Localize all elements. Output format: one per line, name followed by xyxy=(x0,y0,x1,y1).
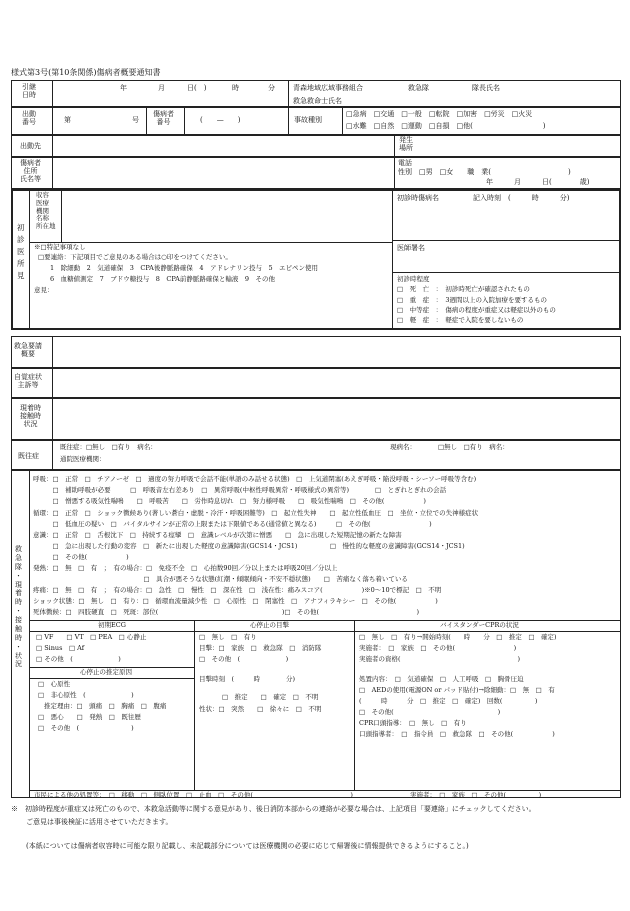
shutsudo-label: 出動 番号 xyxy=(22,110,36,127)
arrest-cause-title: 心停止の推定原因 xyxy=(80,668,132,676)
row-shutsudosaki xyxy=(11,135,621,157)
row-jikaku xyxy=(11,368,621,398)
ecg-row-3: □ その他 ( ) xyxy=(36,655,121,663)
witness-estimate: □ 推定 □ 確定 □ 不明 xyxy=(222,693,319,701)
genbyou-line: □無し □有り 病名： xyxy=(438,443,509,451)
arrest-cause-row-3: □ 悪心 □ 発熱 □ 既往歴 xyxy=(38,713,141,721)
severity-mild: □ 軽 症 ： 軽症で入院を要しないもの xyxy=(397,316,524,324)
vital-line-11: ショック状態：□ 無し □ 有り：□ 循環血流量減少性 □ 心原性 □ 閉塞性 □ アナフィラキシー □ その他( ) xyxy=(33,597,438,605)
vital-line-0: 呼吸：□ 正常 □ チアノーゼ □ 過度の努力呼吸で会話不能(単語のみ話せる状態) □ 上気道閉塞(あえぎ呼吸・陥没呼吸・シーソー呼吸等含む) xyxy=(33,475,477,483)
bystander-row-2: 実施者の資格( ) xyxy=(359,655,521,663)
yousei-label: 救急要請 概要 xyxy=(14,342,42,359)
bystander-row-6: ( 時 分 □ 推定 □ 確定) 回数( ) xyxy=(359,697,538,705)
status-none: ※□特記事項なし xyxy=(34,243,86,251)
severity-death: □ 死 亡 ： 初診時死亡が確認されたもの xyxy=(397,285,530,293)
bystander-row-8: CPR口頭指導： □ 無し □ 有り xyxy=(359,719,467,727)
minute-label: 分 xyxy=(268,84,275,92)
kyukyutai-label: 救急隊 xyxy=(408,84,429,92)
arrest-cause-row-1: □ 非心原性 ( ) xyxy=(38,691,134,699)
footnote-1: ※ 初診時程度が重症又は死亡のもので、本救急活動等に関する意見があり、後日消防本部からの連絡が必要な場合は、上記項目「要連絡」にチェックしてください。 xyxy=(11,805,536,813)
footnote-3: (本紙については傷病者収容時に可能な限り記載し、未記載部分については医療機関の必要に応じて帰署後に情報提供できるようにすること。) xyxy=(26,842,469,850)
accident-type-label: 事故種別 xyxy=(294,116,322,124)
severity-severe: □ 重 症 ： 3週間以上の入院加療を要するもの xyxy=(397,296,548,304)
vital-line-5: 意識：□ 正常 □ 舌根沈下 □ 持続する痙攣 □ 意識レベルが次第に憎悪 □ 急に出現した短期記憶の新たな障害 xyxy=(33,531,402,539)
citizen-actor: 実施者： □ 家族 □ その他( ) xyxy=(410,791,542,799)
kiouhou-line1: 既往症：□無し □有り 病名： xyxy=(60,443,157,451)
arrest-cause-row-0: □ 心原性 xyxy=(38,680,71,688)
vital-line-1: □ 補助呼吸が必要 □ 呼吸音左右差あり □ 異常呼吸(中枢性呼吸異常・呼吸様式の異常等) □ とぎれとぎれの会話 xyxy=(33,486,447,494)
birth-date: 年 月 日( 歳) xyxy=(486,178,590,186)
arrest-cause-row-2: 推定理由：□ 頭痛 □ 胸痛 □ 腹痛 xyxy=(44,702,167,710)
witness-title: 心停止の目撃 xyxy=(250,621,289,629)
form-title: 様式第3号(第10条関係)傷病者概要通知書 xyxy=(11,68,161,77)
kiouhou-hospital: 通院医療機関： xyxy=(60,455,106,463)
vital-line-8: 発熱：□ 無 □ 有 ； 有の場合：□ 免疫不全 □ 心拍数90回／分以上または呼吸20回／分以上 xyxy=(33,564,338,572)
hour-label: 時 xyxy=(232,84,239,92)
org-name: 青森地域広域事務組合 xyxy=(293,84,363,92)
kyukyushi-label: 救急救命士氏名 xyxy=(293,97,342,105)
taichou-label: 隊長氏名 xyxy=(472,84,500,92)
record-time: 記入時刻 ( 時 分) xyxy=(473,194,570,202)
vital-line-10: 疼痛：□ 無 □ 有 ； 有の場合：□ 急性 □ 慢性 □ 深在性 □ 浅在性：痛みスコア( )※0～10で標記 □ 不明 xyxy=(33,586,442,594)
day-label: 日( ) xyxy=(187,84,207,92)
witness-row-2: 目撃：□ 家族 □ 救急隊 □ 消防隊 xyxy=(199,644,322,652)
status-items-2: 6 血糖値測定 7 ブドウ糖投与 8 CPA前静脈路確保と輸液 9 その他 xyxy=(50,275,275,283)
tel-label: 電話 xyxy=(398,159,412,167)
severity-title: 初診時程度 xyxy=(397,275,430,283)
vitals-side-label: 救 急 隊 ・ 現 着 時 ・ 接 触 時 ・ 状 況 xyxy=(15,545,22,669)
patient-no-value: ( — ) xyxy=(200,116,241,124)
witness-nature: 性状：□ 突然 □ 徐々に □ 不明 xyxy=(199,705,322,713)
kiouhou-label: 既往症 xyxy=(18,452,39,460)
vital-line-12: 死体徴候：□ 四肢硬直 □ 死斑：部位( )□ その他( ) xyxy=(33,608,420,616)
vital-line-7: □ その他( ) xyxy=(33,553,129,561)
bystander-row-1: 実施者： □ 家族 □ その他( ) xyxy=(359,644,517,652)
row-yousei xyxy=(11,336,621,368)
shutsudosaki-label: 出動先 xyxy=(20,142,41,150)
bystander-row-4: 処置内容： □ 気道確保 □ 人工呼吸 □ 胸骨圧迫 xyxy=(359,675,524,683)
first-diagnosis-label: 初診時傷病名 xyxy=(397,194,439,202)
bystander-title: バイスタンダーCPRの状況 xyxy=(440,621,519,629)
bystander-row-0: □ 無し □ 有り→開始時刻( 時 分 □ 推定 □ 確定) xyxy=(359,633,557,641)
hospital-label: 収容 医療 機関 名称 所在地 xyxy=(36,191,56,231)
ecg-row-1: □ VF □ VT □ PEA □ 心静止 xyxy=(36,633,147,641)
vital-line-4: □ 低血圧の疑い □ バイタルサインが正常の上限または下限値である(通常値と異なる) □ その他( ) xyxy=(33,520,432,528)
doctor-sign-label: 医師署名 xyxy=(397,244,425,252)
gou-label: 号 xyxy=(132,116,139,124)
hassei-label: 発生 場所 xyxy=(399,136,413,153)
dai-label: 第 xyxy=(64,116,71,124)
bystander-row-9: 口頭指導者： □ 指令員 □ 救急隊 □ その他( ) xyxy=(359,730,555,738)
row-genchaku xyxy=(11,398,621,440)
hikitsugi-label: 引継 日時 xyxy=(22,83,36,100)
shoshin-side-label: 初 診 医 所 見 xyxy=(17,223,25,280)
genbyou-label: 現病名： xyxy=(390,443,416,451)
patient-label: 傷病者 住所 氏名等 xyxy=(20,159,41,184)
arrest-cause-row-4: □ その他 ( ) xyxy=(38,724,134,732)
witness-row-1: □ 無し □ 有り xyxy=(199,633,257,641)
accident-types-row2: □水難 □自然 □運動 □自損 □他( ) xyxy=(346,122,546,130)
witness-time: 目撃時刻 ( 時 分) xyxy=(199,675,296,683)
citizen-actions: 市民による他の処置等： □ 移動 □ 側臥位置 □ 止血 □ その他( ) xyxy=(34,791,353,799)
ecg-title: 初期ECG xyxy=(98,621,126,629)
severity-moderate: □ 中等症 ： 傷病の程度が重症又は軽症以外のもの xyxy=(397,306,556,314)
witness-row-3: □ その他 ( ) xyxy=(199,655,289,663)
status-contact: □要連絡：下記項目でご意見のある場合は○印をつけてください。 xyxy=(38,253,232,261)
year-label: 年 xyxy=(120,84,127,92)
jikaku-label: 自覚症状 主訴等 xyxy=(14,373,42,390)
sex-occupation: 性別 □男 □女 職 業( ) xyxy=(398,168,571,176)
opinion-label: 意見： xyxy=(34,286,54,294)
bystander-row-5: □ AEDの使用(電源ON or パッド貼付)→除細動：□ 無 □ 有 xyxy=(359,686,555,694)
vital-line-2: □ 憎悪する吸気性喘鳴 □ 呼吸苦 □ 労作時息切れ □ 努力様呼吸 □ 吸気性喘鳴 □ その他( ) xyxy=(33,497,426,505)
status-items-1: 1 除細動 2 気道確保 3 CPA後静脈路確保 4 アドレナリン投与 5 エピペン使用 xyxy=(50,264,318,272)
accident-types-row1: □急病 □交通 □一般 □転院 □加害 □労災 □火災 xyxy=(346,110,533,118)
vital-line-6: □ 急に出現した行動の変容 □ 新たに出現した軽度の意識障害(GCS14・JCS1) □ 慢性的な軽度の意識障害(GCS14・JCS1) xyxy=(33,542,465,550)
vital-line-9: □ 具合が悪そうな状態(紅潮・傾眠傾向・不安不穏状態) □ 苦痛なく落ち着いている xyxy=(33,575,408,583)
genchaku-label: 現着時 接触時 状況 xyxy=(20,404,41,429)
ecg-row-2: □ Sinus □ Af xyxy=(36,644,85,652)
patient-no-label: 傷病者 番号 xyxy=(153,110,174,127)
vital-line-3: 循環：□ 正常 □ ショック徴候あり(著しい蒼白・虚脱・冷汗・呼吸困難等) □ 起立性失神 □ 起立性低血圧 □ 坐位・立位での失神様症状 xyxy=(33,509,479,517)
footnote-2: ご意見は事後検証に活用させていただきます。 xyxy=(26,818,173,826)
month-label: 月 xyxy=(158,84,165,92)
bystander-row-7: □ その他( ) xyxy=(359,708,501,716)
